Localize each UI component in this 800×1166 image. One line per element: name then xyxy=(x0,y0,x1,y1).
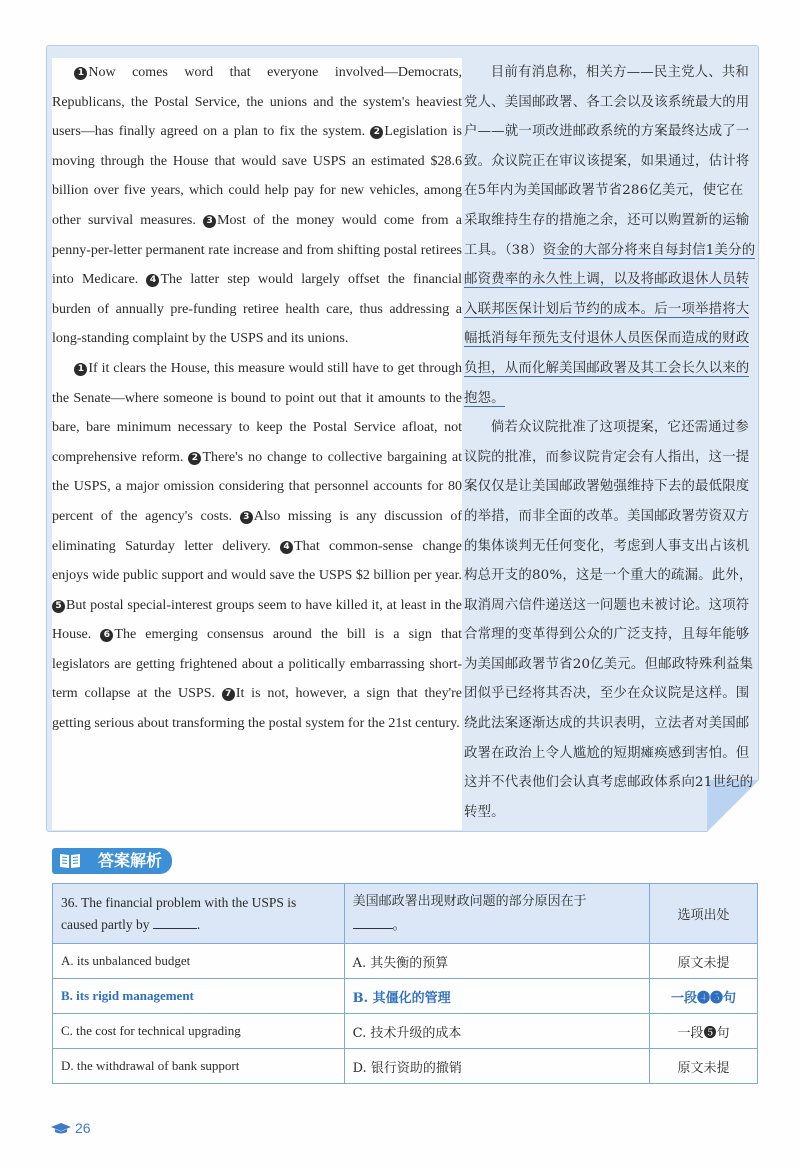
sentence: Most of the money would come from a penny-per-letter permanent rate increase and from shifting postal retirees into Medicare. xyxy=(52,212,462,288)
option-en: D. the withdrawal of bank support xyxy=(53,1049,345,1084)
english-paragraph-1 xyxy=(52,58,462,354)
option-source: 一段❺句 xyxy=(650,1014,758,1049)
english-passage xyxy=(52,58,462,830)
sentence: That common-sense change enjoys wide public support and would save the USPS $2 billion per year. xyxy=(52,538,462,584)
source-header-cell: 选项出处 xyxy=(650,884,758,944)
sentence: Also missing is any discussion of eliminating Saturday letter delivery. xyxy=(52,508,462,554)
sentence-marker: 6 xyxy=(100,629,113,642)
sentence-marker: 2 xyxy=(370,126,383,139)
sentence-marker: 3 xyxy=(203,215,216,228)
sentence-marker: 4 xyxy=(280,541,293,554)
book-icon xyxy=(52,848,88,874)
table-row xyxy=(53,1049,758,1084)
sentence: If it clears the House, this measure would still have to get through the Senate—where someone is bound to point out that it amounts to the bare, bare minimum necessary to keep the Postal Service afloat, not comprehensive reform. xyxy=(52,360,462,465)
option-source: 一段❹❺句 xyxy=(650,979,758,1014)
option-source: 原文未提 xyxy=(650,944,758,979)
table-row xyxy=(53,1014,758,1049)
sentence-marker: 1 xyxy=(74,363,87,376)
question-en-cell: 36. The financial problem with the USPS is caused partly by . xyxy=(53,884,345,944)
blank xyxy=(353,917,393,929)
sentence: Now comes word that everyone involved—Democrats, Republicans, the Postal Service, the unions and the system's heaviest users—has finally agreed on a plan to fix the system. xyxy=(52,65,462,140)
option-zh: C. 技术升级的成本 xyxy=(344,1014,650,1049)
sentence-marker: 2 xyxy=(188,452,201,465)
mortarboard-icon xyxy=(50,1122,72,1134)
chinese-paragraph-1: 目前有消息称，相关方——民主党人、共和党人、美国邮政署、各工会以及该系统最大的用户——就一项改进邮政系统的方案最终达成了一致。众议院正在审议该提案，如果通过，估计将在5年内为美国邮政署节省286亿美元，使它在采取维持生存的措施之余，还可以购置新的运输工具。（38）资金的大部分将来自每封信1美分的邮资费率的永久性上调，以及将邮政退休人员转入联邦医保计划后节约的成本。后一项举措将大幅抵消每年预先支付退休人员医保而造成的财政负担，从而化解美国邮政署及其工会长久以来的抱怨。 xyxy=(464,65,756,406)
underlined-sentence: 资金的大部分将来自每封信1美分的邮资费率的永久性上调，以及将邮政退休人员转入联邦医保计划后节约的成本。后一项举措将大幅抵消每年预先支付退休人员医保而造成的财政负担，从而化解美国邮政署及其工会长久以来的抱怨。 xyxy=(464,242,756,406)
sentence: But postal special-interest groups seem to have killed it, at least in the House. xyxy=(52,597,462,643)
sentence-marker: 7 xyxy=(222,688,235,701)
chinese-translation xyxy=(464,58,756,830)
sentence-marker: 1 xyxy=(74,67,87,80)
table-row xyxy=(53,944,758,979)
sentence-marker: 4 xyxy=(146,274,159,287)
chinese-paragraph-2: 倘若众议院批准了这项提案，它还需通过参议院的批准，而参议院肯定会有人指出，这一提案仅仅是让美国邮政署勉强维持下去的最低限度的举措，而非全面的改革。美国邮政署劳资双方的集体谈判无任何变化，考虑到人事支出占该机构总开支的80%，这是一个重大的疏漏。此外，取消周六信件递送这一问题也未被讨论。这项符合常理的变革得到公众的广泛支持，且每年能够为美国邮政署节省20亿美元。但邮政特殊利益集团似乎已经将其否决，至少在众议院是这样。围绕此法案逐渐达成的共识表明，立法者对美国邮政署在政治上令人尴尬的短期瘫痪感到害怕。但这并不代表他们会认真考虑邮政体系向21世纪的转型。 xyxy=(464,420,754,820)
table-header-row xyxy=(53,884,758,944)
question-38-label: （38） xyxy=(504,242,543,258)
sentence: The latter step would largely offset the financial burden of annually pre-funding retiree health care, thus addressing a long-standing complaint by the USPS and its unions. xyxy=(52,272,462,347)
answer-table xyxy=(52,883,758,1084)
sentence-marker: 3 xyxy=(240,511,253,524)
english-paragraph-2 xyxy=(52,354,462,739)
option-en: B. its rigid management xyxy=(53,979,345,1014)
sentence: It is not, however, a sign that they're getting serious about transforming the postal system for the 21st century. xyxy=(52,686,463,732)
option-source: 原文未提 xyxy=(650,1049,758,1084)
question-zh-cell: 美国邮政署出现财政问题的部分原因在于 。 xyxy=(344,884,650,944)
option-zh: B. 其僵化的管理 xyxy=(344,979,650,1014)
sentence: The emerging consensus around the bill is a sign that legislators are getting frightened about a politically embarrassing short-term collapse at the USPS. xyxy=(52,627,463,702)
blank xyxy=(153,917,197,929)
sentence: There's no change to collective bargaining at the USPS, a major omission considering that personnel accounts for 80 percent of the agency's costs. xyxy=(52,449,462,524)
answer-section-header xyxy=(52,848,172,874)
section-title: 答案解析 xyxy=(88,848,172,874)
option-en: C. the cost for technical upgrading xyxy=(53,1014,345,1049)
sentence-marker: 5 xyxy=(52,600,65,613)
page-number: 26 xyxy=(50,1120,91,1136)
option-zh: A. 其失衡的预算 xyxy=(344,944,650,979)
option-zh: D. 银行资助的撤销 xyxy=(344,1049,650,1084)
option-en: A. its unbalanced budget xyxy=(53,944,345,979)
table-row-correct xyxy=(53,979,758,1014)
sentence: Legislation is moving through the House that would save USPS an estimated $28.6 billion over five years, which could help pay for new vehicles, among other survival measures. xyxy=(52,124,462,228)
